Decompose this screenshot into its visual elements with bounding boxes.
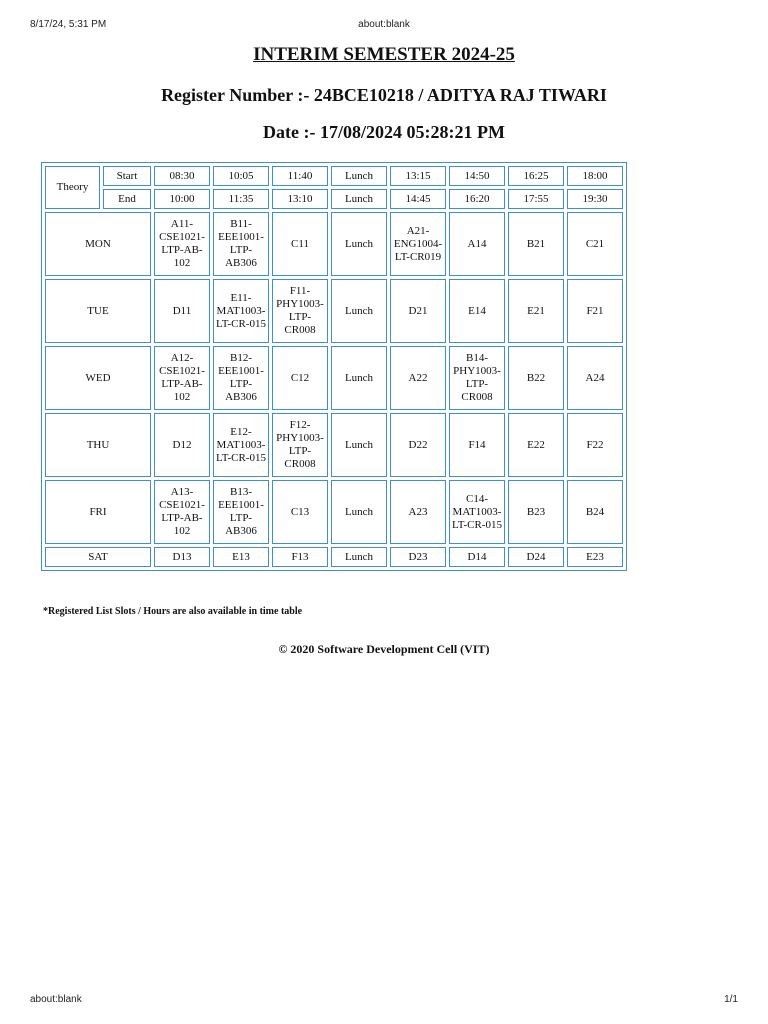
day-row-wed: [45, 346, 623, 410]
day-label: TUE: [45, 279, 151, 343]
start-time: 10:05: [213, 166, 269, 186]
day-label: WED: [45, 346, 151, 410]
slot-cell: F14: [449, 413, 505, 477]
slot-cell: A13-CSE1021-LTP-AB-102: [154, 480, 210, 544]
timetable-container: [41, 162, 627, 571]
slot-cell: D14: [449, 547, 505, 567]
slot-cell: A23: [390, 480, 446, 544]
slot-cell: Lunch: [331, 279, 387, 343]
start-time: Lunch: [331, 166, 387, 186]
slot-cell: B11-EEE1001-LTP-AB306: [213, 212, 269, 276]
start-time: 13:15: [390, 166, 446, 186]
slot-cell: F11-PHY1003-LTP-CR008: [272, 279, 328, 343]
page-title: INTERIM SEMESTER 2024-25: [253, 44, 515, 65]
slot-cell: C21: [567, 212, 623, 276]
slot-cell: E13: [213, 547, 269, 567]
day-row-fri: [45, 480, 623, 544]
end-time: 13:10: [272, 189, 328, 209]
day-label: SAT: [45, 547, 151, 567]
day-row-thu: [45, 413, 623, 477]
register-number: Register Number :- 24BCE10218 / ADITYA RAJ TIWARI: [161, 85, 607, 105]
start-time: 11:40: [272, 166, 328, 186]
slot-cell: A12-CSE1021-LTP-AB-102: [154, 346, 210, 410]
timetable: [42, 163, 626, 570]
slot-cell: E21: [508, 279, 564, 343]
slot-cell: C14-MAT1003-LT-CR-015: [449, 480, 505, 544]
slot-cell: B23: [508, 480, 564, 544]
day-label: THU: [45, 413, 151, 477]
end-time: Lunch: [331, 189, 387, 209]
registered-slots-note: *Registered List Slots / Hours are also available in time table: [43, 606, 303, 617]
slot-cell: D11: [154, 279, 210, 343]
slot-cell: Lunch: [331, 480, 387, 544]
slot-cell: F12-PHY1003-LTP-CR008: [272, 413, 328, 477]
start-time: 16:25: [508, 166, 564, 186]
slot-cell: A24: [567, 346, 623, 410]
slot-cell: F13: [272, 547, 328, 567]
slot-cell: D21: [390, 279, 446, 343]
slot-cell: B13-EEE1001-LTP-AB306: [213, 480, 269, 544]
start-time: 08:30: [154, 166, 210, 186]
print-datetime: 8/17/24, 5:31 PM: [30, 19, 107, 30]
slot-cell: Lunch: [331, 547, 387, 567]
end-time: 19:30: [567, 189, 623, 209]
print-page-number: 1/1: [724, 994, 738, 1005]
slot-cell: B22: [508, 346, 564, 410]
slot-cell: E14: [449, 279, 505, 343]
copyright-footer: © 2020 Software Development Cell (VIT): [278, 642, 490, 656]
end-row: [45, 189, 623, 209]
end-time: 16:20: [449, 189, 505, 209]
slot-cell: B24: [567, 480, 623, 544]
day-label: MON: [45, 212, 151, 276]
slot-cell: C13: [272, 480, 328, 544]
slot-cell: Lunch: [331, 346, 387, 410]
slot-cell: F21: [567, 279, 623, 343]
slot-cell: D13: [154, 547, 210, 567]
slot-cell: D22: [390, 413, 446, 477]
end-time: 17:55: [508, 189, 564, 209]
start-row: [45, 166, 623, 186]
theory-label: Theory: [45, 166, 100, 209]
end-time: 10:00: [154, 189, 210, 209]
day-row-sat: [45, 547, 623, 567]
slot-cell: D24: [508, 547, 564, 567]
slot-cell: B21: [508, 212, 564, 276]
slot-cell: A11-CSE1021-LTP-AB-102: [154, 212, 210, 276]
slot-cell: E23: [567, 547, 623, 567]
slot-cell: Lunch: [331, 413, 387, 477]
slot-cell: E11-MAT1003-LT-CR-015: [213, 279, 269, 343]
slot-cell: E22: [508, 413, 564, 477]
slot-cell: C12: [272, 346, 328, 410]
slot-cell: B14-PHY1003-LTP-CR008: [449, 346, 505, 410]
slot-cell: Lunch: [331, 212, 387, 276]
slot-cell: A14: [449, 212, 505, 276]
slot-cell: E12-MAT1003-LT-CR-015: [213, 413, 269, 477]
start-time: 18:00: [567, 166, 623, 186]
report-date: Date :- 17/08/2024 05:28:21 PM: [263, 122, 505, 142]
slot-cell: D12: [154, 413, 210, 477]
slot-cell: B12-EEE1001-LTP-AB306: [213, 346, 269, 410]
slot-cell: D23: [390, 547, 446, 567]
print-header-url: about:blank: [358, 19, 410, 30]
slot-cell: A21-ENG1004-LT-CR019: [390, 212, 446, 276]
slot-cell: A22: [390, 346, 446, 410]
slot-cell: F22: [567, 413, 623, 477]
end-time: 11:35: [213, 189, 269, 209]
start-time: 14:50: [449, 166, 505, 186]
start-label: Start: [103, 166, 151, 186]
day-row-tue: [45, 279, 623, 343]
end-time: 14:45: [390, 189, 446, 209]
day-row-mon: [45, 212, 623, 276]
print-footer-url: about:blank: [30, 994, 82, 1005]
end-label: End: [103, 189, 151, 209]
slot-cell: C11: [272, 212, 328, 276]
day-label: FRI: [45, 480, 151, 544]
